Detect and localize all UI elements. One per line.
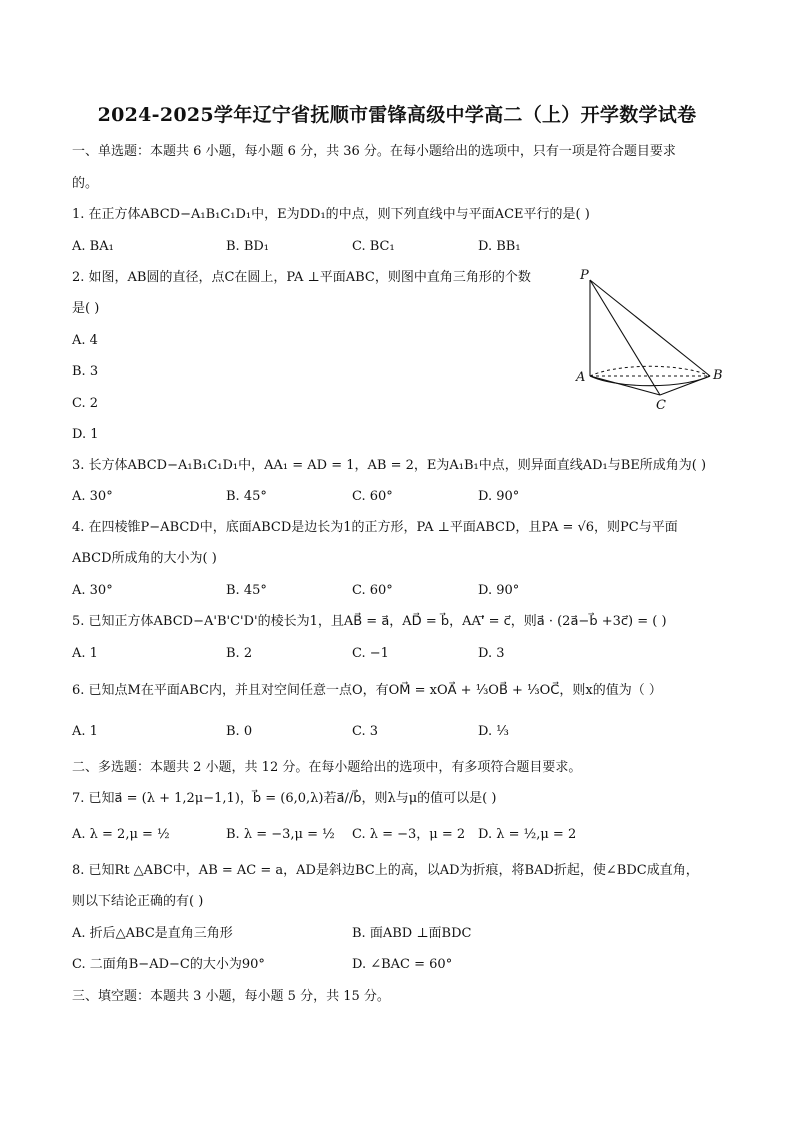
question-1-option-d[interactable]: D. BB₁ — [478, 239, 521, 254]
question-6-option-a[interactable]: A. 1 — [72, 724, 98, 739]
question-5-option-b[interactable]: B. 2 — [226, 646, 253, 661]
question-6-option-d[interactable]: D. ⅓ — [478, 724, 509, 739]
question-4-option-d[interactable]: D. 90° — [478, 583, 520, 598]
question-3-option-d[interactable]: D. 90° — [478, 489, 520, 504]
question-2-stem-cont: 是( ) — [72, 301, 100, 316]
question-4-option-a[interactable]: A. 30° — [72, 583, 113, 598]
question-8-option-b[interactable]: B. 面ABD ⊥面BDC — [352, 926, 472, 941]
label-a: A — [576, 370, 586, 385]
question-7-option-c[interactable]: C. λ = −3，μ = 2 — [352, 827, 466, 842]
question-1-stem: 1. 在正方体ABCD−A₁B₁C₁D₁中，E为DD₁的中点，则下列直线中与平面ACE平行的是( ) — [72, 207, 590, 222]
segment-pb — [590, 280, 710, 376]
question-5-option-c[interactable]: C. −1 — [352, 646, 389, 661]
label-p: P — [580, 268, 589, 283]
question-7-stem: 7. 已知a⃗ = (λ + 1,2μ−1,1)，b⃗ = (6,0,λ)若a⃗//b⃗，则λ与μ的值可以是( ) — [72, 791, 497, 806]
question-2-option-d[interactable]: D. 1 — [72, 427, 99, 442]
label-c: C — [656, 398, 666, 413]
section-2-heading: 二、多选题：本题共 2 小题，共 12 分。在每小题给出的选项中，有多项符合题目要求。 — [72, 760, 582, 775]
page-title: 2024-2025学年辽宁省抚顺市雷锋高级中学高二（上）开学数学试卷 — [97, 104, 697, 126]
question-6-option-b[interactable]: B. 0 — [226, 724, 253, 739]
question-6-stem: 6. 已知点M在平面ABC内，并且对空间任意一点O，有OM⃗ = xOA⃗ + ⅓OB⃗ + ⅓OC⃗，则x的值为（ ） — [72, 683, 662, 698]
question-8-option-c[interactable]: C. 二面角B−AD−C的大小为90° — [72, 957, 265, 972]
question-5-option-d[interactable]: D. 3 — [478, 646, 505, 661]
question-2-option-c[interactable]: C. 2 — [72, 396, 99, 411]
question-6-option-c[interactable]: C. 3 — [352, 724, 379, 739]
question-4-option-b[interactable]: B. 45° — [226, 583, 267, 598]
question-3-stem: 3. 长方体ABCD−A₁B₁C₁D₁中，AA₁ = AD = 1，AB = 2，E为A₁B₁中点，则异面直线AD₁与BE所成角为( ) — [72, 458, 707, 473]
question-2-figure — [570, 266, 730, 416]
question-7-option-b[interactable]: B. λ = −3,μ = ½ — [226, 827, 335, 842]
question-8-stem-cont: 则以下结论正确的有( ) — [72, 894, 204, 909]
question-1-option-b[interactable]: B. BD₁ — [226, 239, 270, 254]
question-3-option-a[interactable]: A. 30° — [72, 489, 113, 504]
question-8-option-d[interactable]: D. ∠BAC = 60° — [352, 957, 453, 972]
question-2-option-b[interactable]: B. 3 — [72, 364, 99, 379]
question-2-option-a[interactable]: A. 4 — [72, 333, 98, 348]
question-8-option-a[interactable]: A. 折后△ABC是直角三角形 — [72, 926, 233, 941]
section-1-heading: 一、单选题：本题共 6 小题，每小题 6 分，共 36 分。在每小题给出的选项中，只有一项是符合题目要求 — [72, 144, 676, 159]
question-8-stem: 8. 已知Rt △ABC中，AB = AC = a，AD是斜边BC上的高，以AD为折痕，将BAD折起，使∠BDC成直角， — [72, 863, 699, 878]
label-b: B — [713, 368, 723, 383]
segment-pc — [590, 280, 660, 395]
question-4-option-c[interactable]: C. 60° — [352, 583, 393, 598]
question-7-option-d[interactable]: D. λ = ½,μ = 2 — [478, 827, 577, 842]
question-2-stem: 2. 如图，AB圆的直径，点C在圆上，PA ⊥平面ABC，则图中直角三角形的个数 — [72, 270, 531, 285]
question-1-option-c[interactable]: C. BC₁ — [352, 239, 395, 254]
question-7-option-a[interactable]: A. λ = 2,μ = ½ — [72, 827, 170, 842]
question-5-stem: 5. 已知正方体ABCD−A'B'C'D'的棱长为1，且AB⃗ = a⃗，AD⃗ = b⃗，AA'⃗ = c⃗，则a⃗ · (2a⃗−b⃗ +3c⃗) = ( ) — [72, 614, 667, 629]
question-4-stem: 4. 在四棱锥P−ABCD中，底面ABCD是边长为1的正方形，PA ⊥平面ABCD，且PA = √6，则PC与平面 — [72, 520, 678, 535]
question-3-option-b[interactable]: B. 45° — [226, 489, 267, 504]
question-1-option-a[interactable]: A. BA₁ — [72, 239, 114, 254]
question-4-stem-cont: ABCD所成角的大小为( ) — [72, 551, 217, 566]
section-3-heading: 三、填空题：本题共 3 小题，每小题 5 分，共 15 分。 — [72, 989, 390, 1004]
question-3-option-c[interactable]: C. 60° — [352, 489, 393, 504]
question-5-option-a[interactable]: A. 1 — [72, 646, 98, 661]
section-1-heading-cont: 的。 — [72, 176, 99, 191]
base-ellipse-back — [590, 366, 710, 376]
